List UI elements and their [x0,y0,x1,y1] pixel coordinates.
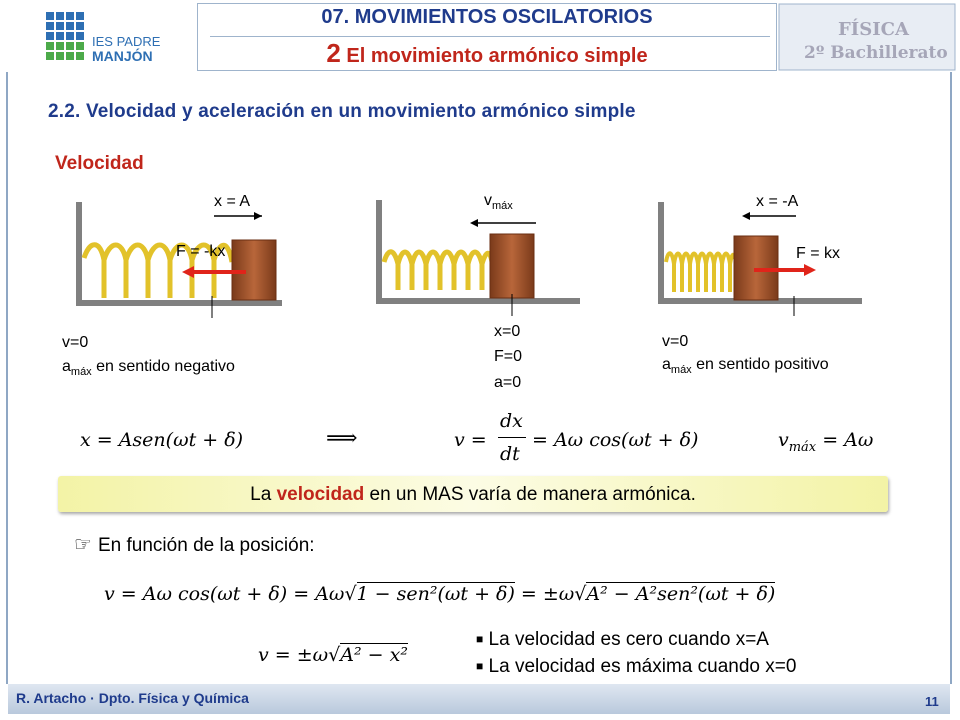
acceleration-state-right: $a_{máx}$ en sentido positivo [662,356,829,377]
list-item: ■ La velocidad es máxima cuando x=0 [476,656,797,677]
velocity-simplified-equation: v = ±ω√A² − x² [258,644,408,666]
frame-right-border [950,72,952,684]
acceleration-state-left: $a_{máx}$ en sentido negativo [62,358,235,379]
velocity-eq-lhs: v = [454,429,487,451]
velocity-eq-rhs: = Aω cos(ωt + δ) [532,429,699,451]
diagram-equilibrium [376,200,580,316]
velocity-eq-denominator: dt [500,443,520,465]
max-velocity-equation: $v_{máx} = A\omega$ [778,429,874,455]
list-item: ■ La velocidad es cero cuando x=A [476,629,769,650]
velocity-state-right: v=0 [662,333,689,350]
position-section-label: En función de la posición: [98,535,315,556]
position-equation: x = Asen(ωt + δ) [80,429,244,451]
position-label-right: x = -A [756,193,799,210]
header-divider [210,36,770,37]
frame-left-border [6,72,8,684]
fraction-bar [498,437,526,438]
subsection-title: Velocidad [55,153,144,174]
key-statement-text: La velocidad en un MAS varía de manera armónica. [250,484,696,505]
unit-title: 07. MOVIMIENTOS OSCILATORIOS [321,6,653,28]
page-number: 11 [925,694,939,709]
course-badge [778,3,956,71]
section-title: 2.2. Velocidad y aceleración en un movimiento armónico simple [48,101,636,122]
velocity-state-left: v=0 [62,334,89,351]
velocity-position-equation: v = Aω cos(ωt + δ) = Aω√1 − sen²(ωt + δ) = ±ω√A² − A²sen²(ωt + δ) [104,583,776,605]
svg-text:MANJÓN: MANJÓN [92,48,153,64]
velocity-label-middle: $v_{máx}$ [484,192,513,213]
force-label-left: F = -kx [176,243,226,260]
force-label-right: F = kx [796,245,841,262]
implies-symbol: ⟹ [326,426,358,451]
velocity-eq-numerator: dx [500,410,523,432]
acceleration-state-middle: a=0 [494,374,522,391]
school-logo [8,6,198,68]
position-label-left: x = A [214,193,251,210]
svg-text:IES PADRE: IES PADRE [92,34,161,49]
mass-block [490,234,534,298]
force-state-middle: F=0 [494,348,523,365]
svg-text:2º Bachillerato: 2º Bachillerato [804,43,948,63]
topic-title: 2 El movimiento armónico simple [326,38,648,68]
position-state-middle: x=0 [494,323,521,340]
pointing-hand-icon: ☞ [74,532,92,556]
svg-text:FÍSICA: FÍSICA [838,19,909,40]
footer-author: R. Artacho · Dpto. Física y Química [16,690,249,706]
